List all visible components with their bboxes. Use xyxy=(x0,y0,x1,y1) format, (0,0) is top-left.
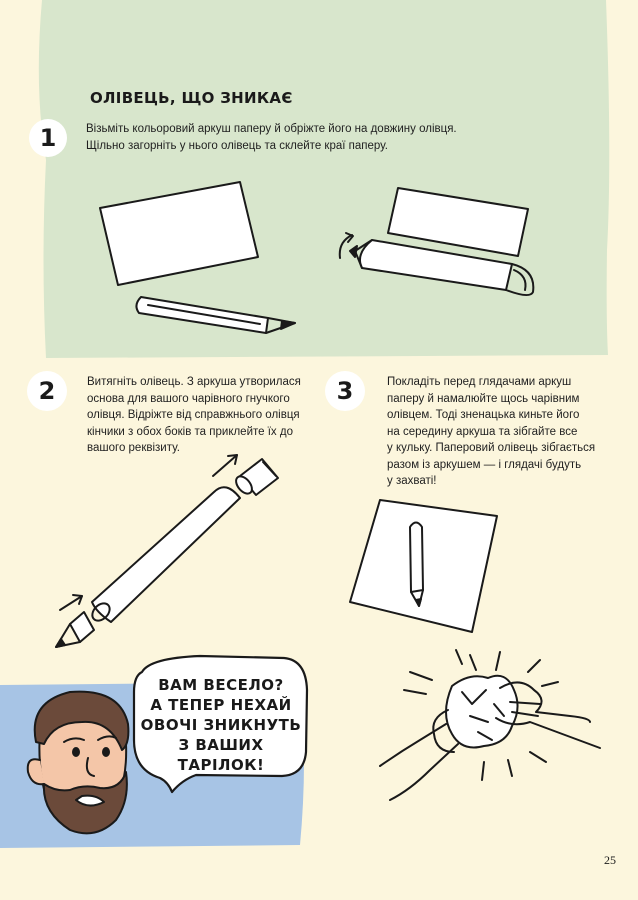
step-2-line: Витягніть олівець. З аркуша утворилася xyxy=(87,376,301,388)
step-3-line: на середину аркуша та зібгайте все xyxy=(387,425,578,438)
step-2-number: 2 xyxy=(38,377,56,405)
step-3-line: Покладіть перед глядачами аркуш xyxy=(387,376,572,388)
step-2-line: олівця. Відріжте від справжнього олівця xyxy=(87,409,300,421)
speech-line: А ТЕПЕР НЕХАЙ xyxy=(150,696,292,714)
step-1-number: 1 xyxy=(39,124,57,152)
step-3-line: у кульку. Паперовий олівець зібгається xyxy=(387,442,596,454)
step-3-number: 3 xyxy=(336,377,354,405)
step-3-line: олівцем. Тоді зненацька киньте його xyxy=(387,409,580,421)
eye-icon xyxy=(103,748,109,756)
step-2-line: вашого реквізиту. xyxy=(87,442,180,454)
step-3-line: разом із аркушем — і глядачі будуть xyxy=(387,458,582,471)
page-number: 25 xyxy=(604,853,616,867)
step-1-line: Щільно загорніть у нього олівець та склейте краї паперу. xyxy=(86,139,388,152)
step-1-line: Візьміть кольоровий аркуш паперу й обріжте його на довжину олівця. xyxy=(86,123,457,135)
step-3-line: паперу й намалюйте щось чарівним xyxy=(387,392,580,405)
eye-icon xyxy=(73,748,79,756)
step-2-line: кінчики з обох боків та приклейте їх до xyxy=(87,425,293,438)
step-3-line: у захваті! xyxy=(387,475,437,487)
page-title: ОЛІВЕЦЬ, ЩО ЗНИКАЄ xyxy=(90,89,293,107)
speech-line: З ВАШИХ ТАРІЛОК! xyxy=(177,736,265,774)
speech-line: ОВОЧІ ЗНИКНУТЬ xyxy=(140,716,302,734)
step-2-line: основа для вашого чарівного гнучкого xyxy=(87,392,290,405)
speech-line: ВАМ ВЕСЕЛО? xyxy=(158,676,284,694)
